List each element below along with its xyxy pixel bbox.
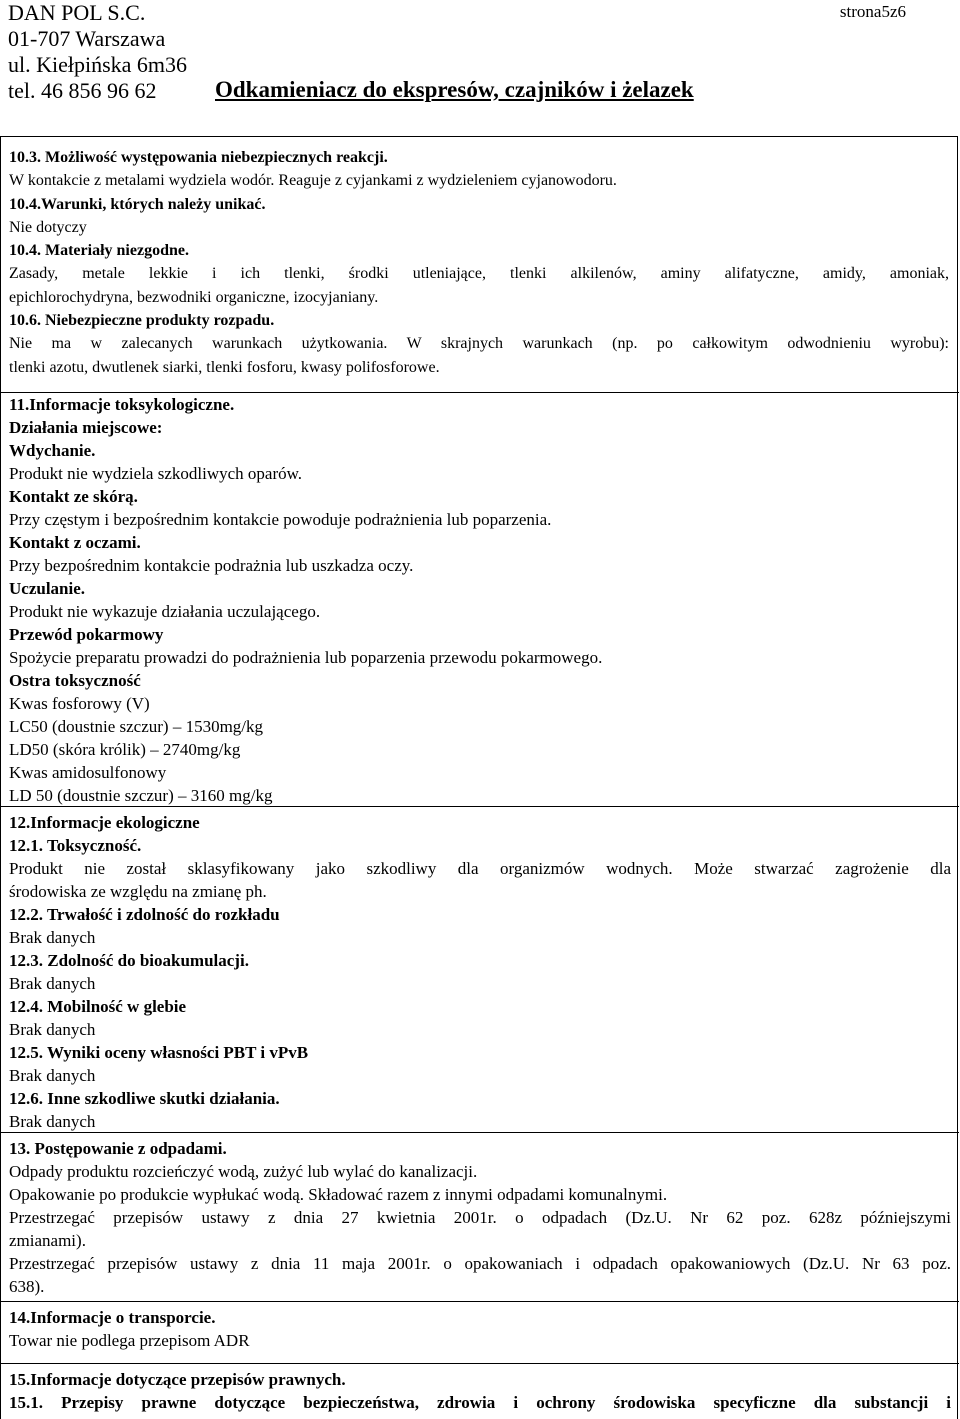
section-12-box	[1, 806, 959, 1131]
text-line: Zasady, metale lekkie i ich tlenki, środki utleniające, tlenki alkilenów, aminy alifatyczne, amidy, amoniak,	[9, 265, 949, 283]
section-heading: 12.5. Wyniki oceny własności PBT i vPvB	[9, 1043, 309, 1062]
section-13-box	[1, 1132, 959, 1296]
section-heading: 13. Postępowanie z odpadami.	[9, 1139, 227, 1158]
section-12	[9, 811, 951, 1133]
section-heading: 12.1. Toksyczność.	[9, 836, 142, 855]
company-street: ul. Kiełpińska 6m36	[8, 52, 188, 77]
text-line: Brak danych	[9, 974, 96, 993]
section-15	[9, 1368, 951, 1414]
section-heading: Działania miejscowe:	[9, 418, 163, 437]
section-heading: 12.3. Zdolność do bioakumulacji.	[9, 951, 249, 970]
section-heading: 12.6. Inne szkodliwe skutki działania.	[9, 1089, 280, 1108]
text-line: Kwas amidosulfonowy	[9, 763, 167, 782]
text-line: Przestrzegać przepisów ustawy z dnia 11 maja 2001r. o opakowaniach i odpadach opakowaniowych (Dz.U. Nr 63 poz.	[9, 1254, 951, 1273]
company-name: DAN POL S.C.	[8, 0, 146, 25]
section-heading: 14.Informacje o transporcie.	[9, 1308, 216, 1327]
text-line: tlenki azotu, dwutlenek siarki, tlenki fosforu, kwasy polifosforowe.	[9, 358, 440, 376]
section-heading: 15.1. Przepisy prawne dotyczące bezpieczeństwa, zdrowia i ochrony środowiska specyficzne dla substancji i	[9, 1393, 951, 1412]
text-line: Nie dotyczy	[9, 218, 87, 236]
document-title: Odkamieniacz do ekspresów, czajników i żelazek	[215, 77, 694, 102]
section-13	[9, 1137, 951, 1298]
text-line: Brak danych	[9, 928, 96, 947]
section-15-box	[1, 1363, 959, 1412]
text-line: W kontakcie z metalami wydziela wodór. Reaguje z cyjankami z wydzieleniem cyjanowodoru.	[9, 172, 617, 190]
text-line: środowiska ze względu na zmianę ph.	[9, 882, 267, 901]
section-14-box	[1, 1301, 959, 1350]
text-line: LD 50 (doustnie szczur) – 3160 mg/kg	[9, 786, 273, 805]
text-line: epichlorochydryna, bezwodniki organiczne, izocyjaniany.	[9, 288, 379, 306]
text-line: Brak danych	[9, 1020, 96, 1039]
section-10	[9, 146, 949, 379]
text-line: Produkt nie wykazuje działania uczulającego.	[9, 602, 321, 621]
content-frame	[0, 136, 958, 1419]
section-heading: 12.4. Mobilność w glebie	[9, 997, 187, 1016]
text-line: Odpady produktu rozcieńczyć wodą, zużyć lub wylać do kanalizacji.	[9, 1162, 478, 1181]
text-line: Przestrzegać przepisów ustawy z dnia 27 kwietnia 2001r. o odpadach (Dz.U. Nr 62 poz. 628z późniejszymi	[9, 1208, 951, 1227]
text-line: 638).	[9, 1277, 45, 1296]
text-line: Spożycie preparatu prowadzi do podrażnienia lub poparzenia przewodu pokarmowego.	[9, 648, 603, 667]
section-heading: 15.Informacje dotyczące przepisów prawnych.	[9, 1370, 346, 1389]
section-heading: Kontakt ze skórą.	[9, 487, 138, 506]
section-14	[9, 1306, 951, 1352]
text-line: Towar nie podlega przepisom ADR	[9, 1331, 250, 1350]
section-heading: 10.4.Warunki, których należy unikać.	[9, 195, 266, 213]
text-line: LC50 (doustnie szczur) – 1530mg/kg	[9, 717, 264, 736]
section-heading: 12.2. Trwałość i zdolność do rozkładu	[9, 905, 280, 924]
section-heading: 11.Informacje toksykologiczne.	[9, 395, 235, 414]
section-heading: Kontakt z oczami.	[9, 533, 141, 552]
company-postal-city: 01-707 Warszawa	[8, 26, 166, 51]
section-heading: Uczulanie.	[9, 579, 86, 598]
section-heading: 12.Informacje ekologiczne	[9, 813, 200, 832]
section-heading: Ostra toksyczność	[9, 671, 141, 690]
section-11-box	[1, 392, 959, 805]
text-line: Kwas fosforowy (V)	[9, 694, 150, 713]
text-line: Nie ma w zalecanych warunkach użytkowania. W skrajnych warunkach (np. po całkowitym odwodnieniu wyrobu):	[9, 335, 949, 353]
text-line: Produkt nie został sklasyfikowany jako szkodliwy dla organizmów wodnych. Może stwarzać zagrożenie dla	[9, 859, 951, 878]
text-line: Opakowanie po produkcie wypłukać wodą. Składować razem z innymi odpadami komunalnymi.	[9, 1185, 668, 1204]
text-line: Brak danych	[9, 1112, 96, 1131]
text-line: Produkt nie wydziela szkodliwych oparów.	[9, 464, 303, 483]
section-heading: Wdychanie.	[9, 441, 96, 460]
document-header	[8, 0, 958, 128]
section-heading: 10.6. Niebezpieczne produkty rozpadu.	[9, 312, 275, 330]
section-heading: 10.3. Możliwość występowania niebezpiecznych reakcji.	[9, 149, 388, 166]
text-line: zmianami).	[9, 1231, 86, 1250]
section-heading: 10.4. Materiały niezgodne.	[9, 242, 189, 260]
text-line: LD50 (skóra królik) – 2740mg/kg	[9, 740, 241, 759]
text-line: Brak danych	[9, 1066, 96, 1085]
page-number: strona5z6	[839, 2, 906, 21]
section-heading: Przewód pokarmowy	[9, 625, 164, 644]
text-line: Przy bezpośrednim kontakcie podrażnia lub uszkadza oczy.	[9, 556, 414, 575]
section-11	[9, 393, 951, 807]
text-line: Przy częstym i bezpośrednim kontakcie powoduje podrażnienia lub poparzenia.	[9, 510, 552, 529]
company-phone: tel. 46 856 96 62	[8, 78, 157, 103]
